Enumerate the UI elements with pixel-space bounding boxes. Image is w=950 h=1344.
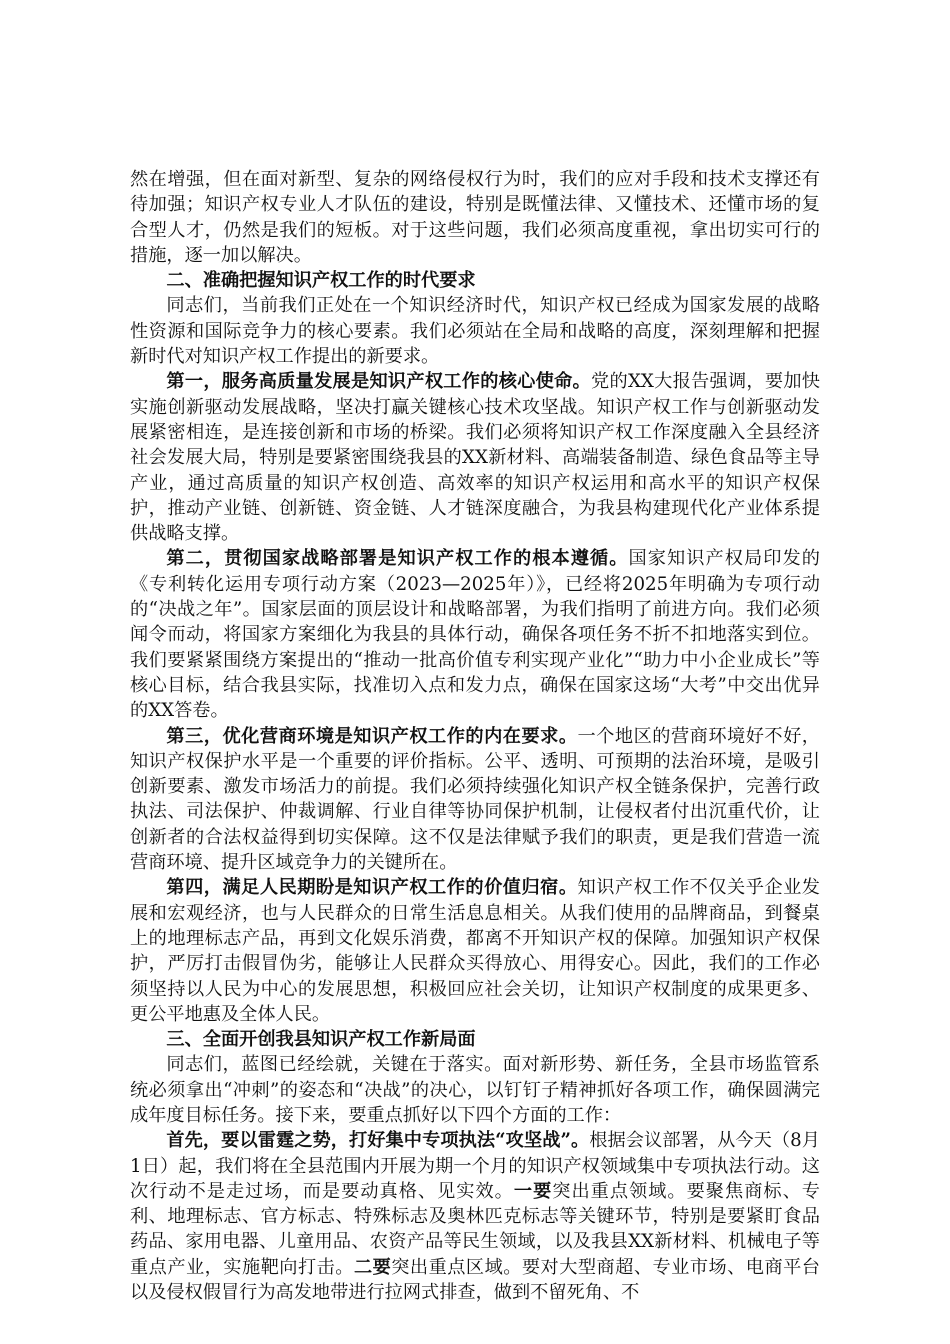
body-paragraph-second [130, 546, 820, 723]
body-paragraph-enforcement [130, 1128, 820, 1305]
section-heading-2: 二、准确把握知识产权工作的时代要求 [166, 270, 476, 292]
paragraph-body: 突出重点领域。要聚焦商标、专利、地理标志、官方标志、特殊标志及奥林匹克标志等关键环节，特别是要紧盯食品药品、家用电器、儿童用品、农资产品等民生领域，以及我县XX新材料、机械电子等重点产业，实施靶向打击。 [130, 1180, 820, 1278]
lead-sentence: 第四，满足人民期盼是知识产权工作的价值归宿。 [166, 877, 578, 899]
body-paragraph-third [130, 724, 820, 876]
section-heading-3: 三、全面开创我县知识产权工作新局面 [166, 1029, 476, 1051]
paragraph-body: 党的XX大报告强调，要加快实施创新驱动发展战略，坚决打赢关键核心技术攻坚战。知识产权工作与创新驱动发展紧密相连，是连接创新和市场的桥梁。我们必须将知识产权工作深度融入全县经济社会发展大局，特别是要紧密围绕我县的XX新材料、高端装备制造、绿色食品等主导产业，通过高质量的知识产权创造、高效率的知识产权运用和高水平的知识产权保护，推动产业链、创新链、资金链、人才链深度融合，为我县构建现代化产业体系提供战略支撑。 [130, 371, 820, 545]
paragraph-body: 国家知识产权局印发的《专利转化运用专项行动方案（2023—2025年）》，已经将2025年明确为专项行动的“决战之年”。国家层面的顶层设计和战略部署，为我们指明了前进方向。我们必须闻令而动，将国家方案细化为我县的具体行动，确保各项任务不折不扣地落实到位。我们要紧紧围绕方案提出的“推动一批高价值专利实现产业化”“助力中小企业成长”等核心目标，结合我县实际，找准切入点和发力点，确保在国家这场“大考”中交出优异的XX答卷。 [130, 548, 820, 722]
body-paragraph-fourth [130, 875, 820, 1027]
body-paragraph-first [130, 369, 820, 546]
lead-sentence: 第二，贯彻国家战略部署是知识产权工作的根本遵循。 [166, 548, 629, 570]
lead-sentence: 首先，要以雷霆之势，打好集中专项执法“攻坚战”。 [166, 1130, 590, 1152]
paragraph-body: 一个地区的营商环境好不好，知识产权保护水平是一个重要的评价指标。公平、透明、可预期的法治环境，是吸引创新要素、激发市场活力的前提。我们必须持续强化知识产权全链条保护，完善行政执法、司法保护、仲裁调解、行业自律等协同保护机制，让侵权者付出沉重代价，让创新者的合法权益得到切实保障。这不仅是法律赋予我们的职责，更是我们营造一流营商环境、提升区域竞争力的关键所在。 [130, 725, 820, 874]
paragraph-body: 知识产权工作不仅关乎企业发展和宏观经济，也与人民群众的日常生活息息相关。从我们使用的品牌商品，到餐桌上的地理标志产品，再到文化娱乐消费，都离不开知识产权的保障。加强知识产权保护，严厉打击假冒伪劣，能够让人民群众买得放心、用得安心。因此，我们的工作必须坚持以人民为中心的发展思想，积极回应社会关切，让知识产权制度的成果更多、更公平地惠及全体人民。 [130, 877, 820, 1025]
body-paragraph-blueprint: 同志们，蓝图已经绘就，关键在于落实。面对新形势、新任务，全县市场监管系统必须拿出“冲刺”的姿态和“决战”的决心，以钉钉子精神抓好各项工作，确保圆满完成年度目标任务。接下来，要重点抓好以下四个方面的工作： [130, 1054, 820, 1126]
lead-sentence: 第一，服务高质量发展是知识产权工作的核心使命。 [166, 371, 592, 393]
lead-sentence: 第三，优化营商环境是知识产权工作的内在要求。 [166, 725, 578, 747]
body-paragraph-continued: 然在增强，但在面对新型、复杂的网络侵权行为时，我们的应对手段和技术支撑还有待加强；知识产权专业人才队伍的建设，特别是既懂法律、又懂技术、还懂市场的复合型人才，仍然是我们的短板。对于这些问题，我们必须高度重视，拿出切实可行的措施，逐一加以解决。 [130, 169, 820, 266]
paragraph-body: 突出重点区域。要对大型商超、专业市场、电商平台以及侵权假冒行为高发地带进行拉网式排查，做到不留死角、不 [130, 1256, 820, 1304]
keyword-first: 一要 [513, 1180, 553, 1202]
paragraph-body: 根据会议部署，从今天（8月1日）起，我们将在全县范围内开展为期一个月的知识产权领域集中专项执法行动。这次行动不是走过场，而是要动真格、见实效。 [130, 1130, 820, 1202]
keyword-second: 二要 [353, 1256, 392, 1278]
body-paragraph-intro: 同志们，当前我们正处在一个知识经济时代，知识产权已经成为国家发展的战略性资源和国际竞争力的核心要素。我们必须站在全局和战略的高度，深刻理解和把握新时代对知识产权工作提出的新要求。 [130, 295, 820, 368]
document-page [130, 167, 820, 1305]
